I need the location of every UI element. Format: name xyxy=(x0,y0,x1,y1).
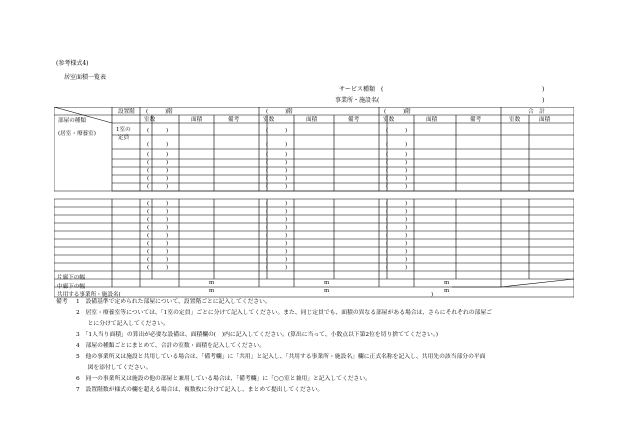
area-paren-cell: ( ) xyxy=(266,152,288,158)
area-paren-cell: ( ) xyxy=(386,201,408,207)
area-paren-cell: ( ) xyxy=(266,176,288,182)
floor-2-label: ( )階 xyxy=(266,109,293,115)
facility-name-label: 事業所・施設名( xyxy=(335,97,380,104)
area-paren-cell: ( ) xyxy=(147,249,169,255)
one-side-corridor-label: 片廊下の幅 xyxy=(57,275,85,281)
area-paren-cell: ( ) xyxy=(386,225,408,231)
service-type-label: サービス種類 ( xyxy=(339,86,384,93)
area-paren-cell: ( ) xyxy=(266,257,288,263)
area-paren-cell: ( ) xyxy=(147,176,169,182)
area-paren-cell: ( ) xyxy=(386,160,408,166)
area-paren-cell: ( ) xyxy=(386,241,408,247)
floor-1-label: ( )階 xyxy=(146,109,173,115)
floor-3-label: ( )階 xyxy=(384,109,411,115)
room-type-example: (居室・療養室) xyxy=(58,131,96,137)
note-item: 1 設備基準で定められた部屋について、設置階ごとに記入してください。 xyxy=(76,299,271,305)
area-paren-cell: ( ) xyxy=(147,152,169,158)
note-item: 7 設置階数が様式の欄を超える場合は、複数枚に分けて記入し、まとめて提出してください。 xyxy=(76,387,324,393)
area-paren-cell: ( ) xyxy=(147,233,169,239)
column-headers xyxy=(144,115,551,123)
area-paren-cell: ( ) xyxy=(266,241,288,247)
capacity-label-line1: 1室の xyxy=(116,127,131,133)
area-paren-cell: ( ) xyxy=(386,233,408,239)
note-item: 6 同一の事業所又は施設の他の部屋と兼用している場合は、「備考欄」に「○○室と兼用」と記入してください。 xyxy=(76,376,371,382)
meter-unit: m xyxy=(324,288,330,294)
area-paren-cell: ( ) xyxy=(386,209,408,215)
area-paren-cell: ( ) xyxy=(266,142,288,148)
area-paren-cell: ( ) xyxy=(266,233,288,239)
service-type-close: ) xyxy=(542,86,545,93)
area-paren-cell: ( ) xyxy=(147,225,169,231)
area-paren-cell: ( ) xyxy=(386,152,408,158)
shared-facility-close: ) xyxy=(431,292,434,298)
area-paren-cell: ( ) xyxy=(386,249,408,255)
form-label: (参考様式4) xyxy=(56,60,89,67)
note-item: 2 居室・療養室等については、「1室の定員」ごとに分けて記入してください。また、同じ定員でも、面積の異なる部屋がある場合は、さらにそれぞれの部屋ご xyxy=(76,310,492,316)
area-paren-cell: ( ) xyxy=(266,184,288,190)
col-remarks-header: 備考 xyxy=(348,117,360,123)
area-paren-cell: ( ) xyxy=(147,257,169,263)
total-area-header: 面積 xyxy=(539,117,551,123)
area-paren-cell: ( ) xyxy=(386,217,408,223)
area-paren-cell: ( ) xyxy=(147,265,169,271)
capacity-label-line2: 定員 xyxy=(118,135,130,141)
meter-unit: m xyxy=(444,280,450,286)
meter-unit: m xyxy=(209,280,215,286)
col-area-header: 面積 xyxy=(306,117,318,123)
total-count-header: 室数 xyxy=(509,117,521,123)
meter-unit: m xyxy=(209,288,215,294)
corridor-diagonal xyxy=(501,279,574,287)
area-paren-cell: ( ) xyxy=(266,217,288,223)
note-item: 4 部屋の種類ごとにまとめて、合計の室数・面積を記入してください。 xyxy=(76,343,266,349)
area-paren-cell: ( ) xyxy=(386,184,408,190)
area-paren-cell: ( ) xyxy=(266,168,288,174)
area-paren-cell: ( ) xyxy=(147,201,169,207)
area-paren-cell: ( ) xyxy=(266,265,288,271)
area-paren-cell: ( ) xyxy=(147,217,169,223)
notes-prefix: 備考 xyxy=(56,299,68,305)
area-paren-cell: ( ) xyxy=(147,168,169,174)
shared-facility-label: 共用する事業所・施設名( xyxy=(57,292,121,298)
meter-unit: m xyxy=(444,288,450,294)
col-area-header: 面積 xyxy=(191,117,203,123)
table-labels xyxy=(57,107,551,298)
area-paren-cell: ( ) xyxy=(386,176,408,182)
col-count-header: 室数 xyxy=(263,117,275,123)
area-paren-cell: ( ) xyxy=(386,265,408,271)
area-paren-cell: ( ) xyxy=(266,209,288,215)
note-item: とに分けて記入してください。 xyxy=(76,321,169,327)
note-item: 3 「1人当り面積」の算出が必要な設備は、面積欄の( )内に記入してください。(算出に当って、小数点以下第2位を切り捨ててください。) xyxy=(76,332,439,338)
col-count-header: 室数 xyxy=(383,117,395,123)
note-item: 図を添付してください。 xyxy=(76,365,152,371)
area-paren-cell: ( ) xyxy=(386,257,408,263)
meter-unit: m xyxy=(324,280,330,286)
area-paren-cell: ( ) xyxy=(147,128,169,134)
area-paren-cell: ( ) xyxy=(266,225,288,231)
floor-header-label: 設置階 xyxy=(118,109,135,115)
area-paren-cell: ( ) xyxy=(147,160,169,166)
room-area-table xyxy=(54,107,574,307)
area-paren-cell: ( ) xyxy=(147,184,169,190)
middle-corridor-label: 中廊下の幅 xyxy=(57,284,85,290)
total-label: 合 計 xyxy=(528,109,545,115)
note-item: 5 他の事業所又は施設と共用している場合は、「備考欄」に「共用」と記入し、「共用する事業所・施設名」欄に正式名称を記入し、共用先の該当部分の平面 xyxy=(76,354,486,360)
area-paren-cell: ( ) xyxy=(386,128,408,134)
col-area-header: 面積 xyxy=(426,117,438,123)
room-type-label: 部屋の種類 xyxy=(58,118,86,124)
area-paren-cell: ( ) xyxy=(266,128,288,134)
area-paren-cell: ( ) xyxy=(147,209,169,215)
area-paren-cell: ( ) xyxy=(266,160,288,166)
facility-name-close: ) xyxy=(542,97,545,104)
table-grid xyxy=(54,107,574,297)
area-paren-cell: ( ) xyxy=(147,241,169,247)
col-remarks-header: 備考 xyxy=(228,117,240,123)
document-title: 居室面積一覧表 xyxy=(64,74,107,81)
col-remarks-header: 備考 xyxy=(470,117,482,123)
area-paren-cell: ( ) xyxy=(386,168,408,174)
col-count-header: 室数 xyxy=(144,117,156,123)
area-paren-cell: ( ) xyxy=(266,201,288,207)
area-paren-cell: ( ) xyxy=(147,142,169,148)
area-paren-cell: ( ) xyxy=(386,142,408,148)
area-paren-cell: ( ) xyxy=(266,249,288,255)
